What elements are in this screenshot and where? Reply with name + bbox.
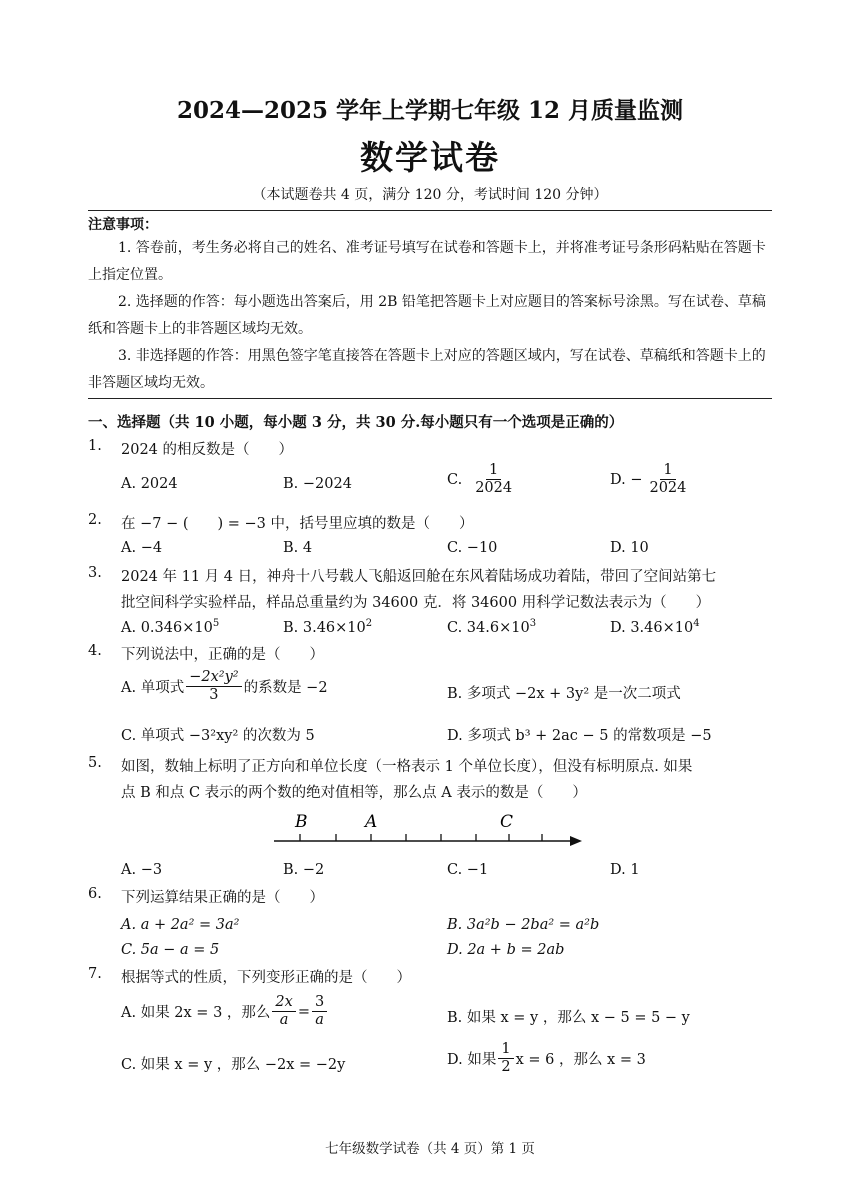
- option-b-exponent: 2: [365, 618, 373, 629]
- option-label: C.: [447, 471, 463, 488]
- equals-sign: =: [297, 1003, 310, 1020]
- option-a: A. −4: [121, 540, 163, 556]
- option-b: B. 多项式 −2x + 3y² 是一次二项式: [447, 686, 681, 702]
- question-number: 6.: [88, 886, 102, 902]
- question-stem-line1: 2024 年 11 月 4 日，神舟十八号载人飞船返回舱在东风着陆场成功着陆，带回了空间站第七: [121, 569, 717, 585]
- point-label-a: A: [365, 812, 378, 832]
- notes-title: 注意事项：: [88, 217, 158, 233]
- option-c-base: C. 34.6×10: [447, 619, 530, 636]
- option-d: D. 10: [610, 540, 649, 556]
- number-line-arrow: [570, 836, 582, 846]
- point-label-b: B: [295, 812, 308, 832]
- option-c: C. 5a − a = 5: [121, 942, 220, 958]
- option-a-suffix: 的系数是 −2: [243, 680, 328, 697]
- question-stem: 根据等式的性质，下列变形正确的是（ ）: [121, 970, 411, 986]
- fraction-denominator: a: [279, 1012, 289, 1029]
- question-stem-line1: 如图，数轴上标明了正方向和单位长度（一格表示 1 个单位长度），但没有标明原点. 如果: [121, 759, 693, 775]
- option-d: [610, 618, 700, 636]
- option-c: C. −10: [447, 540, 498, 556]
- option-c: [447, 463, 517, 496]
- point-label-c: C: [500, 812, 514, 832]
- note-item-1: 1. 答卷前，考生务必将自己的姓名、准考证号填写在试卷和答题卡上，并将准考证号条形码粘贴在答题卡上指定位置。: [88, 240, 766, 283]
- question-stem: 2024 的相反数是（ ）: [121, 442, 294, 458]
- fraction-numerator: 1: [486, 463, 501, 480]
- number-line-ticks: [300, 834, 542, 841]
- fraction-numerator: 2x: [272, 995, 295, 1012]
- question-number: 3.: [88, 565, 102, 581]
- option-a: A. 2024: [121, 476, 178, 492]
- option-d-exponent: 4: [693, 618, 700, 629]
- option-a: A. a + 2a² = 3a²: [121, 917, 240, 933]
- option-a-exponent: 5: [212, 618, 220, 629]
- question-stem-line2: 点 B 和点 C 表示的两个数的绝对值相等，那么点 A 表示的数是（ ）: [121, 785, 587, 801]
- fraction-denominator: 2: [501, 1059, 511, 1076]
- option-d-base: D. 3.46×10: [610, 619, 694, 636]
- option-d: D. 多项式 b³ + 2ac − 5 的常数项是 −5: [447, 728, 712, 744]
- option-b: B. −2: [283, 862, 325, 878]
- exam-subtitle: （本试题卷共 4 页，满分 120 分，考试时间 120 分钟）: [252, 187, 608, 203]
- option-a: [121, 618, 219, 636]
- option-a-prefix: A. 单项式: [121, 680, 185, 697]
- option-c: C. 单项式 −3²xy² 的次数为 5: [121, 728, 315, 744]
- option-d: [447, 1042, 646, 1075]
- top-divider: [88, 210, 772, 211]
- option-b-base: B. 3.46×10: [283, 619, 366, 636]
- option-b: B. −2024: [283, 476, 352, 492]
- option-label: D. −: [610, 471, 643, 488]
- page-footer: 七年级数学试卷（共 4 页）第 1 页: [325, 1141, 535, 1157]
- option-a-base: A. 0.346×10: [121, 619, 213, 636]
- note-item-3: 3. 非选择题的作答：用黑色签字笔直接答在答题卡上对应的答题区域内，写在试卷、草稿纸和答题卡上的非答题区域均无效。: [88, 348, 766, 391]
- option-d: D. 1: [610, 862, 640, 878]
- option-b: B. 3a²b − 2ba² = a²b: [447, 917, 600, 933]
- question-number: 2.: [88, 512, 102, 528]
- fraction-numerator: 1: [660, 463, 675, 480]
- option-a: A. −3: [121, 862, 163, 878]
- option-a: [121, 670, 328, 703]
- option-d: D. 2a + b = 2ab: [447, 942, 565, 958]
- option-d-suffix: x = 6 ，那么 x = 3: [515, 1052, 646, 1069]
- option-c: C. −1: [447, 862, 489, 878]
- section-title: 一、选择题（共 10 小题，每小题 3 分，共 30 分.每小题只有一个选项是正确的）: [88, 414, 624, 431]
- fraction-numerator: 1: [498, 1042, 513, 1059]
- option-d: [610, 463, 691, 496]
- exam-title: 数学试卷: [360, 138, 500, 177]
- option-d-prefix: D. 如果: [447, 1052, 497, 1069]
- fraction: [472, 463, 515, 496]
- number-line-figure: [270, 805, 590, 855]
- fraction-denominator: 3: [209, 687, 219, 704]
- option-b: B. 4: [283, 540, 313, 556]
- note-item-2: 2. 选择题的作答：每小题选出答案后，用 2B 铅笔把答题卡上对应题目的答案标号涂黑。写在试卷、草稿纸和答题卡上的非答题区域均无效。: [88, 294, 766, 337]
- fraction: [646, 463, 689, 496]
- fraction: [498, 1042, 513, 1075]
- fraction: [186, 670, 241, 703]
- question-stem: 在 −7 − ( ) = −3 中，括号里应填的数是（ ）: [121, 516, 474, 532]
- question-number: 7.: [88, 966, 102, 982]
- question-stem: 下列说法中，正确的是（ ）: [121, 647, 324, 663]
- fraction-numerator: 3: [312, 995, 327, 1012]
- fraction: [272, 995, 295, 1028]
- option-b: B. 如果 x = y ，那么 x − 5 = 5 − y: [447, 1010, 690, 1026]
- fraction-denominator: 2024: [649, 480, 687, 497]
- question-stem-line2: 批空间科学实验样品，样品总重量约为 34600 克．将 34600 用科学记数法表示为（ ）: [121, 595, 711, 611]
- option-c: [447, 618, 536, 636]
- question-number: 1.: [88, 438, 102, 454]
- option-b: [283, 618, 372, 636]
- option-a: [121, 995, 329, 1028]
- option-a-prefix: A. 如果 2x = 3 ，那么: [121, 1005, 271, 1022]
- question-number: 4.: [88, 643, 102, 659]
- fraction-numerator: −2x²y²: [186, 670, 241, 687]
- option-c-exponent: 3: [529, 618, 537, 629]
- fraction-denominator: a: [315, 1012, 324, 1029]
- exam-title-line1: 2024—2025 学年上学期七年级 12 月质量监测: [176, 97, 684, 124]
- question-number: 5.: [88, 755, 102, 771]
- option-c: C. 如果 x = y ，那么 −2x = −2y: [121, 1057, 346, 1073]
- fraction-denominator: 2024: [475, 480, 513, 497]
- fraction: [312, 995, 327, 1028]
- question-stem: 下列运算结果正确的是（ ）: [121, 890, 324, 906]
- notes-divider: [88, 398, 772, 399]
